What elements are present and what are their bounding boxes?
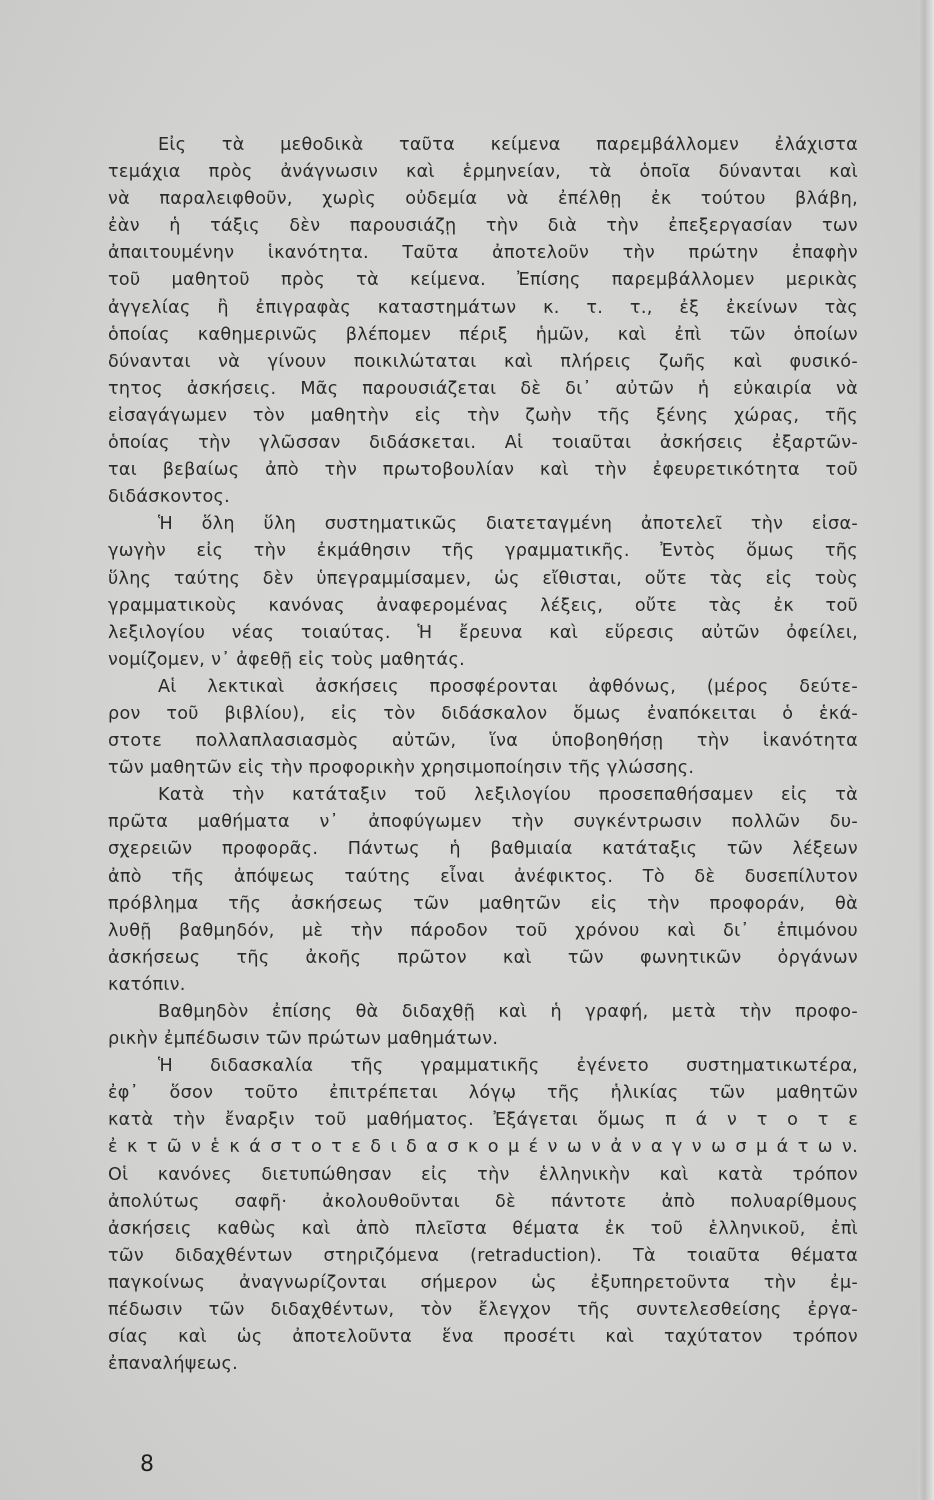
text-line: πρόβλημα τῆς ἀσκήσεως τῶν μαθητῶν εἰς τὴν προφοράν, θὰ [108, 893, 858, 914]
text-line: κατόπιν. [108, 974, 186, 995]
page-edge [918, 0, 934, 1500]
text-line: ἀσκήσεις καθὼς καὶ ἀπὸ πλεῖστα θέματα ἐκ τοῦ ἑλληνικοῦ, ἐπὶ [108, 1218, 858, 1239]
text-line: ἐπαναλήψεως. [108, 1354, 239, 1375]
text-line: ἐφ᾿ ὅσον τοῦτο ἐπιτρέπεται λόγῳ τῆς ἡλικίας τῶν μαθητῶν [108, 1083, 858, 1104]
text-line: γωγὴν εἰς τὴν ἐκμάθησιν τῆς γραμματικῆς. Ἐντὸς ὅμως τῆς [108, 541, 858, 562]
text-line: εἰσαγάγωμεν τὸν μαθητὴν εἰς τὴν ζωὴν τῆς ξένης χώρας, τῆς [108, 405, 858, 426]
text-line: τεμάχια πρὸς ἀνάγνωσιν καὶ ἑρμηνείαν, τὰ ὁποῖα δύνανται καὶ [108, 162, 858, 183]
text-line: ἐ κ τ ῶ ν ἑ κ ά σ τ ο τ ε δ ι δ α σ κ ο μ έ ν ω ν ἀ ν α γ ν ω σ μ ά τ ω ν. [108, 1137, 858, 1158]
text-line: τητος ἀσκήσεις. Μᾶς παρουσιάζεται δὲ δι᾿ αὐτῶν ἡ εὐκαιρία νὰ [108, 378, 858, 399]
text-line: δύνανται νὰ γίνουν ποικιλώταται καὶ πλήρεις ζωῆς καὶ φυσικό- [108, 351, 858, 372]
text-line: κατὰ τὴν ἔναρξιν τοῦ μαθήματος. Ἐξάγεται ὅμως π ά ν τ ο τ ε [108, 1110, 858, 1131]
text-line: παγκοίνως ἀναγνωρίζονται σήμερον ὡς ἐξυπηρετοῦντα τὴν ἐμ- [108, 1272, 858, 1293]
text-line: στοτε πολλαπλασιασμὸς αὐτῶν, ἵνα ὑποβοηθήσῃ τὴν ἱκανότητα [108, 731, 858, 752]
text-line: σίας καὶ ὡς ἀποτελοῦντα ἕνα προσέτι καὶ ταχύτατον τρόπον [108, 1327, 858, 1348]
text-line: διδάσκοντος. [108, 487, 231, 508]
text-line: τοῦ μαθητοῦ πρὸς τὰ κείμενα. Ἐπίσης παρεμβάλλομεν μερικὰς [108, 270, 858, 291]
text-line: Αἱ λεκτικαὶ ἀσκήσεις προσφέρονται ἀφθόνως, (μέρος δεύτε- [158, 676, 858, 697]
body-text [108, 132, 858, 1378]
text-line: Βαθμηδὸν ἐπίσης θὰ διδαχθῇ καὶ ἡ γραφή, μετὰ τὴν προφο- [158, 1002, 858, 1022]
text-line: ρον τοῦ βιβλίου), εἰς τὸν διδάσκαλον ὅμως ἐναπόκειται ὁ ἑκά- [108, 703, 858, 724]
text-line: ἀπὸ τῆς ἀπόψεως ταύτης εἶναι ἀνέφικτος. Τὸ δὲ δυσεπίλυτον [108, 866, 858, 887]
text-line: ἀσκήσεως τῆς ἀκοῆς πρῶτον καὶ τῶν φωνητικῶν ὀργάνων [108, 947, 858, 968]
text-line: Ἡ διδασκαλία τῆς γραμματικῆς ἐγένετο συστηματικωτέρα, [158, 1056, 858, 1077]
text-line: νὰ παραλειφθοῦν, χωρὶς οὐδεμία νὰ ἐπέλθῃ ἐκ τούτου βλάβη, [108, 189, 858, 210]
text-line: Εἰς τὰ μεθοδικὰ ταῦτα κείμενα παρεμβάλλομεν ἐλάχιστα [158, 135, 858, 155]
text-line: γραμματικοὺς κανόνας ἀναφερομένας λέξεις, οὔτε τὰς ἐκ τοῦ [108, 595, 858, 616]
text-line: ἀγγελίας ἢ ἐπιγραφὰς καταστημάτων κ. τ. τ., ἐξ ἐκείνων τὰς [108, 297, 858, 318]
text-line: ται βεβαίως ἀπὸ τὴν πρωτοβουλίαν καὶ τὴν ἐφευρετικότητα τοῦ [108, 460, 858, 481]
text-line: ὁποίας τὴν γλῶσσαν διδάσκεται. Αἱ τοιαῦται ἀσκήσεις ἐξαρτῶν- [108, 433, 858, 454]
text-line: σχερειῶν προφορᾶς. Πάντως ἡ βαθμιαία κατάταξις τῶν λέξεων [108, 839, 858, 860]
text-line: τῶν διδαχθέντων στηριζόμενα (retraduction). Τὰ τοιαῦτα θέματα [108, 1245, 858, 1266]
text-line: Κατὰ τὴν κατάταξιν τοῦ λεξιλογίου προσεπαθήσαμεν εἰς τὰ [158, 785, 858, 806]
text-line: ρικὴν ἐμπέδωσιν τῶν πρώτων μαθημάτων. [108, 1029, 499, 1050]
page-number: 8 [140, 1452, 154, 1477]
text-line: νομίζομεν, ν᾿ ἀφεθῇ εἰς τοὺς μαθητάς. [108, 649, 465, 670]
text-line: ἐὰν ἡ τάξις δὲν παρουσιάζῃ τὴν διὰ τὴν ἐπεξεργασίαν των [108, 216, 858, 237]
text-line: λυθῇ βαθμηδόν, μὲ τὴν πάροδον τοῦ χρόνου καὶ δι᾿ ἐπιμόνου [108, 920, 858, 941]
text-line: λεξιλογίου νέας τοιαύτας. Ἡ ἔρευνα καὶ εὕρεσις αὐτῶν ὀφείλει, [108, 622, 858, 643]
text-line: ὁποίας καθημερινῶς βλέπομεν πέριξ ἡμῶν, καὶ ἐπὶ τῶν ὁποίων [108, 324, 858, 345]
text-line: Οἱ κανόνες διετυπώθησαν εἰς τὴν ἑλληνικὴν καὶ κατὰ τρόπον [108, 1164, 858, 1185]
text-line: ἀπολύτως σαφῆ· ἀκολουθοῦνται δὲ πάντοτε ἀπὸ πολυαρίθμους [108, 1191, 858, 1212]
text-line: ἀπαιτουμένην ἱκανότητα. Ταῦτα ἀποτελοῦν τὴν πρώτην ἐπαφὴν [108, 243, 858, 264]
text-line: πρῶτα μαθήματα ν᾿ ἀποφύγωμεν τὴν συγκέντρωσιν πολλῶν δυ- [108, 812, 858, 833]
text-line: πέδωσιν τῶν διδαχθέντων, τὸν ἔλεγχον τῆς συντελεσθείσης ἐργα- [108, 1300, 858, 1321]
text-line: Ἡ ὅλη ὕλη συστηματικῶς διατεταγμένη ἀποτελεῖ τὴν εἰσα- [158, 514, 858, 535]
text-line: ὕλης ταύτης δὲν ὑπεγραμμίσαμεν, ὡς εἴθισται, οὔτε τὰς εἰς τοὺς [108, 568, 858, 589]
text-line: τῶν μαθητῶν εἰς τὴν προφορικὴν χρησιμοποίησιν τῆς γλώσσης. [108, 758, 695, 779]
